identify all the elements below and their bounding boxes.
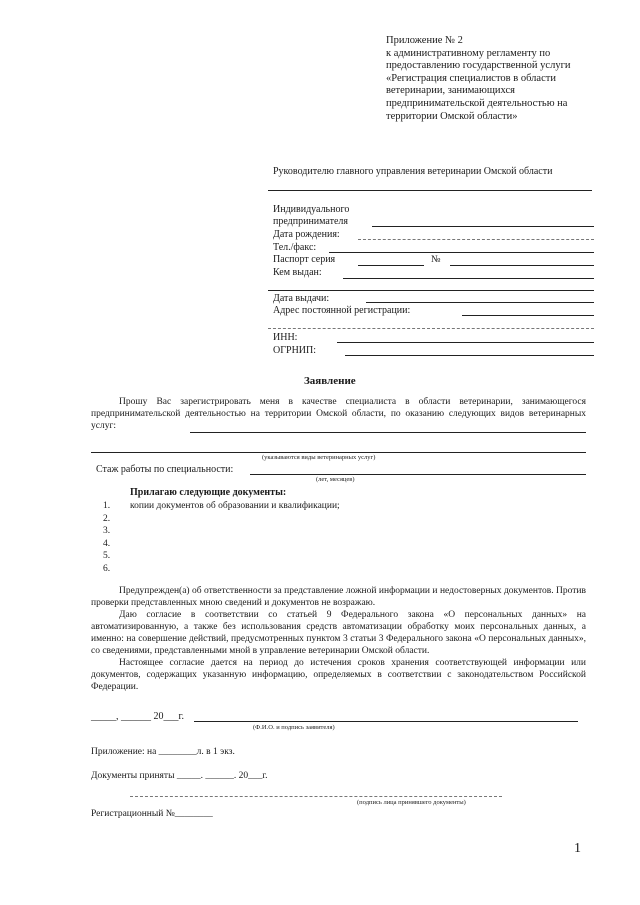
document-title: Заявление [304,375,356,387]
documents-list [103,500,340,576]
document-item-number: 6. [103,563,111,574]
experience-field[interactable] [250,474,586,475]
document-item [103,513,340,526]
document-item-number: 1. [103,501,111,511]
document-item [103,563,340,576]
label-passport-number: № [431,254,441,265]
appendix-line: «Регистрация специалистов в области [386,72,556,84]
label-issued-by: Кем выдан: [273,267,322,278]
signature-field[interactable] [194,721,578,722]
label-passport-series: Паспорт серия [273,254,336,265]
signature-date: _____, ______ 20___г. [91,711,184,722]
appendix-line: к административному регламенту по [386,47,551,59]
document-item [103,525,340,538]
document-item [103,500,340,513]
page-number: 1 [574,841,581,856]
document-item [103,550,340,563]
label-registration-address: Адрес постоянной регистрации: [273,305,411,316]
request-text: Прошу Вас зарегистрировать меня в качестве специалиста в области ветеринарии, занимающегося предпринимательской деятельностью на территории Омской области, по оказанию следующих видов ветеринарных услуг: [91,397,586,431]
services-caption: (указываются виды ветеринарных услуг) [262,454,376,461]
attachment-count: Приложение: на ________л. в 1 экз. [91,747,235,757]
document-item-number: 2. [103,513,111,524]
addressee: Руководителю главного управления ветеринарии Омской области [273,166,553,177]
official-caption: (подпись лица принявшего документы) [357,799,466,806]
issued-by-field[interactable] [343,278,594,279]
label-issue-date: Дата выдачи: [273,293,330,304]
passport-series-field[interactable] [358,265,424,266]
inn-field[interactable] [337,342,594,343]
birth-date-field[interactable] [358,239,594,240]
appendix-line: предпринимательской деятельностью на [386,97,568,109]
addressee-line [268,190,592,191]
label-phone-fax: Тел./факс: [273,242,317,253]
appendix-line: территории Омской области» [386,110,518,122]
consent-period-paragraph: Настоящее согласие дается на период до истечения сроков хранения соответствующей информации или документов, содержащих указанную информацию, определяемых в соответствии с законодательством Российской Федерации. [91,658,586,692]
ip-name-field[interactable] [372,226,594,227]
appendix-line: предоставлению государственной услуги [386,60,571,72]
request-paragraph [91,396,586,432]
registration-address-field-2[interactable] [268,328,594,329]
document-item-number: 3. [103,526,111,537]
document-item-number: 4. [103,538,111,549]
consent-paragraphs [91,585,586,693]
passport-number-field[interactable] [450,265,594,266]
document-item-number: 5. [103,551,111,562]
warning-paragraph: Предупрежден(а) об ответственности за представление ложной информации и недостоверных документов. Против проверки представленных мною сведений и документов не возражаю. [91,586,586,608]
issue-date-field[interactable] [366,302,594,303]
consent-paragraph: Даю согласие в соответствии со статьей 9 Федерального закона «О персональных данных» на автоматизированную, а также без использования средств автоматизации обработку моих персональных данных, а именно: на совершение действий, предусмотренных пунктом 3 статьи 3 Федерального закона «О персональных данных», со сведениями, представленными мной в управление ветеринарии Омской области. [91,610,586,656]
label-ogrnip: ОГРНИП: [273,345,317,356]
signature-caption: (Ф.И.О. и подпись заявителя) [253,724,335,731]
documents-heading: Прилагаю следующие документы: [130,487,287,498]
experience-caption: (лет, месяцев) [316,476,355,483]
label-ip-line1: Индивидуального [273,204,350,215]
registration-address-field[interactable] [462,315,594,316]
appendix-line: Приложение № 2 [386,35,463,46]
issued-by-field-2[interactable] [268,290,594,291]
label-birth-date: Дата рождения: [273,229,340,240]
label-experience: Стаж работы по специальности: [96,464,234,475]
label-ip-line2: предпринимателя [273,216,348,227]
official-signature-field[interactable] [130,796,502,797]
label-inn: ИНН: [273,332,298,343]
services-field[interactable] [190,432,586,433]
document-item [103,538,340,551]
registration-number: Регистрационный №________ [91,809,213,819]
phone-fax-field[interactable] [329,252,594,253]
document-item-text: копии документов об образовании и квалификации; [130,501,340,511]
services-field-2[interactable] [91,452,586,453]
ogrnip-field[interactable] [345,355,594,356]
appendix-line: ветеринарии, занимающихся [386,85,515,97]
appendix-header [386,35,626,123]
documents-accepted: Документы приняты _____. ______. 20___г. [91,771,268,781]
